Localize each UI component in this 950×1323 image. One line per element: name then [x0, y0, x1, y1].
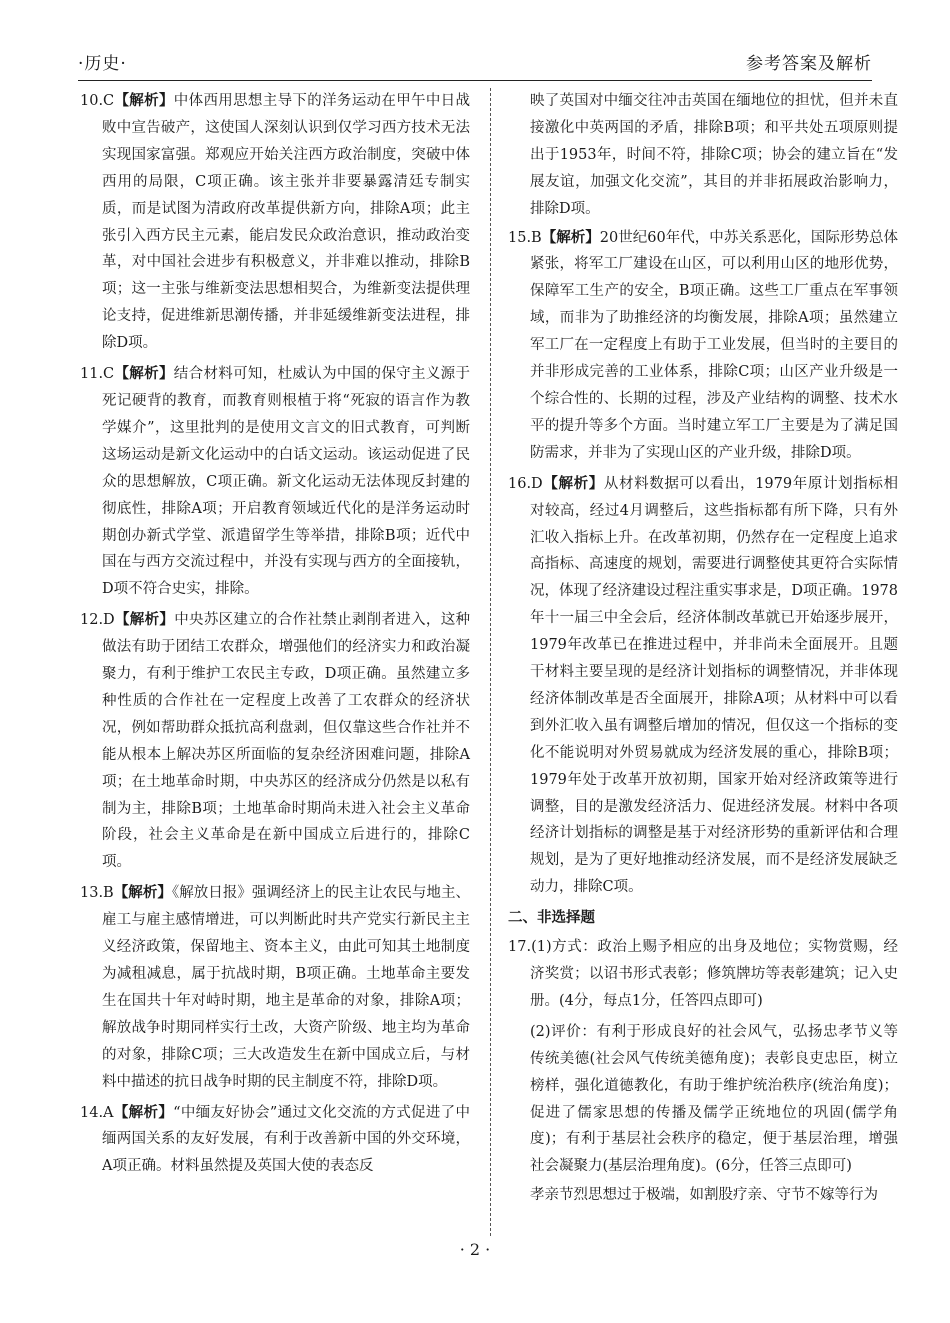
page-header [78, 52, 872, 81]
header-title: 参考答案及解析 [746, 54, 872, 74]
answer-text: 结合材料可知，杜威认为中国的保守主义源于死记硬背的教育，而教育则根植于将“死寂的语言作为教学媒介”，这里批判的是使用文言文的旧式教育，可判断这场运动是新文化运动中的白话文运动。该运动促进了民众的思想解放，C项正确。新文化运动无法体现反封建的彻底性，排除A项；开启教育领域近代化的是洋务运动时期创办新式学堂、派遣留学生等举措，排除B项；近代中国在与西方交流过程中，并没有实现与西方的全面接轨，D项不符合史实，排除。 [102, 366, 471, 598]
answer-text: 《解放日报》强调经济上的民主让农民与地主、雇工与雇主感情增进，可以判断此时共产党实行新民主主义经济政策，保留地主、资本主义，由此可知其土地制度为减租减息，属于抗战时期，B项正确。土地革命主要发生在国共十年对峙时期，地主是革命的对象，排除A项；解放战争时期同样实行土改，大资产阶级、地主均为革命的对象，排除C项；三大改造发生在新中国成立后，与材料中描述的抗日战争时期的民主制度不符，排除D项。 [102, 885, 471, 1090]
answer-item-12 [80, 607, 470, 876]
answer-item-15 [508, 225, 898, 467]
analysis-tag: 【解析】 [114, 92, 174, 109]
analysis-tag: 【解析】 [113, 1103, 174, 1121]
answer-item-17-part3: 孝亲节烈思想过于极端，如割股疗亲、守节不嫁等行为 [530, 1187, 878, 1204]
answer-number: 14.A [80, 1104, 114, 1121]
answer-text: “中缅友好协会”通过文化交流的方式促进了中缅两国关系的友好发展，有利于改善新中国的外交环境，A项正确。材料虽然提及英国大使的表态反 [102, 1104, 471, 1175]
left-column [80, 88, 470, 1184]
answer-number: 10.C [80, 93, 115, 109]
answer-text: (1)方式：政治上赐予相应的出身及地位；实物赏赐，经济奖赏；以诏书形式表彰；修筑牌坊等表彰建筑；记入史册。(4分，每点1分，任答四点即可) [530, 939, 898, 1009]
answer-item-13 [80, 880, 470, 1095]
answer-text: 中体西用思想主导下的洋务运动在甲午中日战败中宣告破产，这使国人深刻认识到仅学习西方技术无法实现国家富强。郑观应开始关注西方政治制度，突破中体西用的局限，C项正确。该主张并非要暴露清廷专制实质，而是试图为清政府改革提供新方向，排除A项；此主张引入西方民主元素，能启发民众政治意识，推动政治变革，对中国社会进步有积极意义，并非难以推动，排除B项；这一主张与维新变法思想相契合，为维新变法提供理论支持，促进维新思潮传播，并非延缓维新变法进程，排除D项。 [102, 93, 471, 352]
answer-text: 中央苏区建立的合作社禁止剥削者进入，这种做法有助于团结工农群众，增强他们的经济实力和政治凝聚力，有利于维护工农民主专政，D项正确。虽然建立多种性质的合作社在一定程度上改善了工农群众的经济状况，例如帮助群众抵抗高利盘剥，但仅靠这些合作社并不能从根本上解决苏区所面临的复杂经济困难问题，排除A项；在土地革命时期，中央苏区的经济成分仍然是以私有制为主，排除B项；土地革命时期尚未进入社会主义革命阶段，社会主义革命是在新中国成立后进行的，排除C项。 [102, 612, 471, 871]
answer-item-11 [80, 361, 470, 603]
subject-label: ·历史· [78, 54, 127, 74]
answer-text: 20世纪60年代，中苏关系恶化，国际形势总体紧张，将军工厂建设在山区，可以利用山区的地形优势，保障军工生产的安全，B项正确。这些工厂重点在军事领域，而非为了助推经济的均衡发展，排除A项；虽然建立军工厂在一定程度上有助于工业发展，但当时的主要目的并非形成完善的工业体系，排除C项；山区产业升级是一个综合性的、长期的过程，涉及产业结构的调整、技术水平的提升等多个方面。当时建立军工厂主要是为了满足国防需求，并非为了实现山区的产业升级，排除D项。 [530, 229, 898, 461]
answer-number: 16.D [508, 475, 543, 492]
answer-number: 17. [508, 939, 532, 956]
answer-item-17-part1 [508, 934, 898, 1015]
answer-item-17-part2: (2)评价：有利于形成良好的社会风气，弘扬忠孝节义等传统美德(社会风气传统美德角度)；表彰良吏忠臣，树立榜样，强化道德教化，有助于维护统治秩序(统治角度)；促进了儒家思想的传播及儒学正统地位的巩固(儒学角度)；有利于基层社会秩序的稳定，便于基层治理，增强社会凝聚力(基层治理角度)。(6分，任答三点即可) [530, 1023, 898, 1175]
section-title: 二、非选择题 [508, 909, 595, 927]
analysis-tag: 【解析】 [542, 474, 604, 492]
answer-item-16 [508, 471, 898, 902]
answer-number: 12.D [80, 612, 115, 629]
answer-item-14 [80, 1100, 470, 1181]
analysis-tag: 【解析】 [114, 611, 175, 629]
analysis-tag: 【解析】 [541, 228, 600, 246]
answer-item-10 [80, 88, 470, 357]
analysis-tag: 【解析】 [114, 365, 174, 383]
answer-14-continuation: 映了英国对中缅交往冲击英国在缅地位的担忧，但并未直接激化中英两国的矛盾，排除B项；和平共处五项原则提出于1953年，时间不符，排除C项；协会的建立旨在“发展友谊，加强文化交流”，其目的并非拓展政治影响力，排除D项。 [530, 93, 898, 217]
answer-number: 13.B [80, 885, 114, 902]
answer-text: 从材料数据可以看出，1979年原计划指标相对较高，经过4月调整后，这些指标都有所下降，只有外汇收入指标上升。在改革初期，仍然存在一定程度上追求高指标、高速度的规划，需要进行调整使其更符合实际情况，体现了经济建设过程注重实事求是，D项正确。1978年十一届三中全会后，经济体制改革就已开始逐步展开，1979年改革已在推进过程中，并非尚未全面展开。且题干材料主要呈现的是经济计划指标的调整情况，并非体现经济体制改革是否全面展开，排除A项；从材料中可以看到外汇收入虽有调整后增加的情况，但仅这一个指标的变化不能说明对外贸易就成为经济发展的重心，排除B项；1979年处于改革开放初期，国家开始对经济政策等进行调整，目的是激发经济活力、促进经济发展。材料中各项经济计划指标的调整是基于对经济形势的重新评估和合理规划，是为了更好地推动经济发展，而不是经济发展缺乏动力，排除C项。 [530, 475, 899, 896]
column-divider [490, 88, 491, 1236]
right-column [508, 88, 898, 1211]
page-number: · 2 · [459, 1240, 491, 1259]
answer-number: 15.B [508, 229, 542, 246]
analysis-tag: 【解析】 [113, 884, 172, 902]
answer-number: 11.C [80, 366, 115, 383]
